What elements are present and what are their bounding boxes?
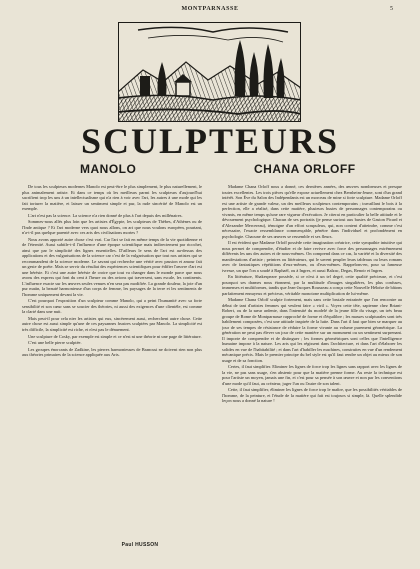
right-paragraph: Cette, il faut simplifier, éliminer les lignes de force trop le maître, que les possibilités véritables de l'homme, de la peinture, et l'étude de la matière qui fait est toujours si simple, là. Quelle splendide leçon nous a donné la nature ! <box>222 387 402 404</box>
left-column-body <box>22 184 202 564</box>
page-number: 5 <box>390 6 393 12</box>
left-paragraph: Sommes-nous allés plus loin que les artistes d'Égypte, les sculpteurs de Thèbes, d'Athènes ou de l'Inde antique ? Et l'art moderne vers quoi nous allons, on art que nous voulons européen, pourtant, n'a-t-il pas quelque parenté avec ces arts des civilisations mortes ? <box>22 219 202 236</box>
left-paragraph: C'est pourquoi l'exposition d'un sculpteur comme Manolo, qui a peint l'humanité avec sa forte sensibilité et son cœur sans se soucier des théories, ni aussi des exigences d'une clientèle, est comme la clarté dans une nuit. <box>22 298 202 315</box>
left-paragraph: Les groupes énorcants de Zadkine, les pierres harmonieuses de Brancusi ne doivent rien non plus aux théories primaires de la science appliquée aux Arts. <box>22 346 202 358</box>
left-paragraph: L'art n'est pas la science. La science n'a rien donné de plus à l'art depuis des millénaires. <box>28 212 183 218</box>
left-paragraph: Une sculpture de Cosky, par exemple est simple et ce n'est ni une théorie ni une page de littérature. <box>28 333 202 339</box>
section-headline: SCULPTEURS <box>80 121 340 161</box>
left-paragraph: C'est une belle pierre sculptée. <box>28 340 82 346</box>
left-paragraph: Nous avons apporté autre chose c'est vrai. Car l'art se fait en même temps de la vie quotidienne et de l'éternité. Aussi subtile-t-il l'influence d'une époque scientifique mais indirectement par ricochet, ainsi que par le simplicité des lignes essentielles. D'ailleurs le sens de l'art est au-dessus des applications et des vulgarisations de la science car c'est de la vulgarisation que tout nos artistes qui se recommandent de la science moderne. Le savant qui recherche une vérité avec passion et amour fait un geste de poète. Mais se servir du résultat des expériences scientifiques pour édifier l'œuvre d'art est une hérésie. Et c'est une autre hérésie de croire que tout va changer dans le monde parce que nous avons des express qui font du cent à l'heure ou des avions qui traversent, sans escale, les continents. L'influence exacte sur les œuvres seules venues n'en sera pas modifiée. La grande douleur, la joie d'un pur matin, la beauté harmonieuse d'un corps de femme, les paysages de la terre et les sentiments de l'homme uniquement devant la vie. <box>22 236 202 297</box>
left-column-title: MANOLO <box>80 162 137 176</box>
right-paragraph: Il est évident que Madame Orloff possède cette imagination créatrice, cette sympathie intuitive qui nous permet de comprendre, d'étudier et de faire revivre avec force des personnages extrêmement différents les uns des autres et de nous-mêmes. On comprend dans ce cas, la variété et la diversité des manifestations d'artiste ; peintres ou littérateurs, qui le savent peupler leurs tableaux ou leurs romans avec de fantastiques répétitions d'eux-mêmes, ou d'eux-mêmes. Rappelons-en, pour sa fameuse ivresse, un que l'on a soudé à Raphaël, ou à Ingres, et aussi Balzac, Degas, Renoir et Ingres. <box>222 240 402 273</box>
right-paragraph: En littérature, Shakespeare possède, si ce n'est à un tel degré, cette qualité précieuse, et c'est pourquoi ses drames nous étonnent, par la multitude d'images singulières, les plus confuses, immenses et multiformes, tandis que Jean-Jacques Rousseau a conçu cette Nouvelle Héloïse de bâtons parfaitement ennuyeux et précieux, véritable monotone multiplication de lui-même. <box>222 274 402 296</box>
right-column-body <box>222 184 402 569</box>
woodcut-landscape-illustration <box>118 22 301 122</box>
masthead-title: MONTPARNASSE <box>181 6 239 12</box>
article-signature: Paul HUSSON <box>121 542 159 548</box>
right-paragraph: Madame Chana Orloff nous a donné, ces dernières années, des œuvres nombreuses et presque toutes excellentes. Les trois pièces qu'elle expose actuellement chez Bernheim-Jeune, sont d'un grand intérêt. Son Éve du Salon des Indépendants est un morceau de mine si forte sculpture. Madame Orloff est une artiste de grande valeur, un des meilleurs sculpteurs contemporains ; travaillant le bois à la perfection, elle a réalisé, dans cette matière, plusieurs bustes de personnages contemporains ou vivants, en même temps qu'une rare vigueur d'exécution. Je citerai en particulier la belle attitude et le dévouement psychologique. Chacun de ses portraits (je pense surtout aux bustes de Gaston Picard et d'Alexandre Mercereau), témoigne d'un effort scrupuleux, qui, non content d'atteindre, comme c'est nécessaire, l'exacte ressemblance commençable, pénètre dans l'individuel et profondément en psychologie. Chacune de ses œuvres se ressemble et ses fleurs. <box>222 184 402 239</box>
masthead <box>0 6 420 16</box>
left-paragraph: Mais peut-il pour cela nier les artistes qui eux, sincèrement aussi, recherchent autre chose. Cette autre chose est aussi simple qu'une de ces paysannes frustres sculptées par Manolo. La simplicité est très difficile, la simplicité est riche, et n'est pas le dénuement. <box>22 315 202 332</box>
right-column-title: CHANA ORLOFF <box>254 162 356 176</box>
left-paragraph: De tous les sculpteurs modernes Manolo est peut-être le plus simplement, le plus naturellement, le plus animalement artiste. Et dans ce temps où les meilleurs parmi les sculpteurs d'aujourd'hui sacrifient trop les uns à un intellectualisme qui n'a rien à voir avec l'art, les autres à une mode qui les fait torturer la matière, et laisser un sentiment simple et pur, la rude sincérité de Manolo est un exemple. <box>22 184 202 211</box>
right-paragraph: Certes, il faut simplifier. Eliminer les lignes de force trop les lignes sans rapport avec les lignes de la vie, ne pas sans usage, s'en abstenir pour que la matière prenne forme. Au reste la technique est pour l'artiste un moyen, jamais une fin, et c'est pour sa pensée à son œuvre et non par les conventions d'une mode qu'il faut, au créateur, juger l'un ou l'autre de son talent. <box>222 364 402 386</box>
right-paragraph: Madame Chana Orloff sculpte fortement, mais sans cette brutale entrainée que l'on rencontre au début de tant d'artistes femmes qui veulent faire « viril ». Voyez cette tête, sapienne chez Briant-Robert, ou de la sœur ardente, dans l'intensité du modelé de la jeune fille du visage, un très beau groupe de Rome de Montparnasse rapproché de forme et d'équilibre ; les masses sculpturales sont très habilement composées, c'est une attitude inspirée de la lutte. Dans l'art il faut que bien se marquer au jour de ses tempes de résistance de réduire la forme vivante au volume purement géométrique. La génération ne peut pas élever un jour de cette manière sur un monument ou un sentiment surprenant. Il importe de comprendre et de distinguer ; les formes géométriques sont celles que l'intelligence humaine impose à la nature. Les arts qui les régissent dans l'architecture, et dans l'art d'élaborer les solides en vue de l'habitabilité ; et dans l'art d'habiller les machines, construites en vue d'un rendement mécanique précis. Mais le premier principe du bel style est qu'il faut rendre un objet au mieux de son usage et de sa fonction. <box>222 297 402 363</box>
